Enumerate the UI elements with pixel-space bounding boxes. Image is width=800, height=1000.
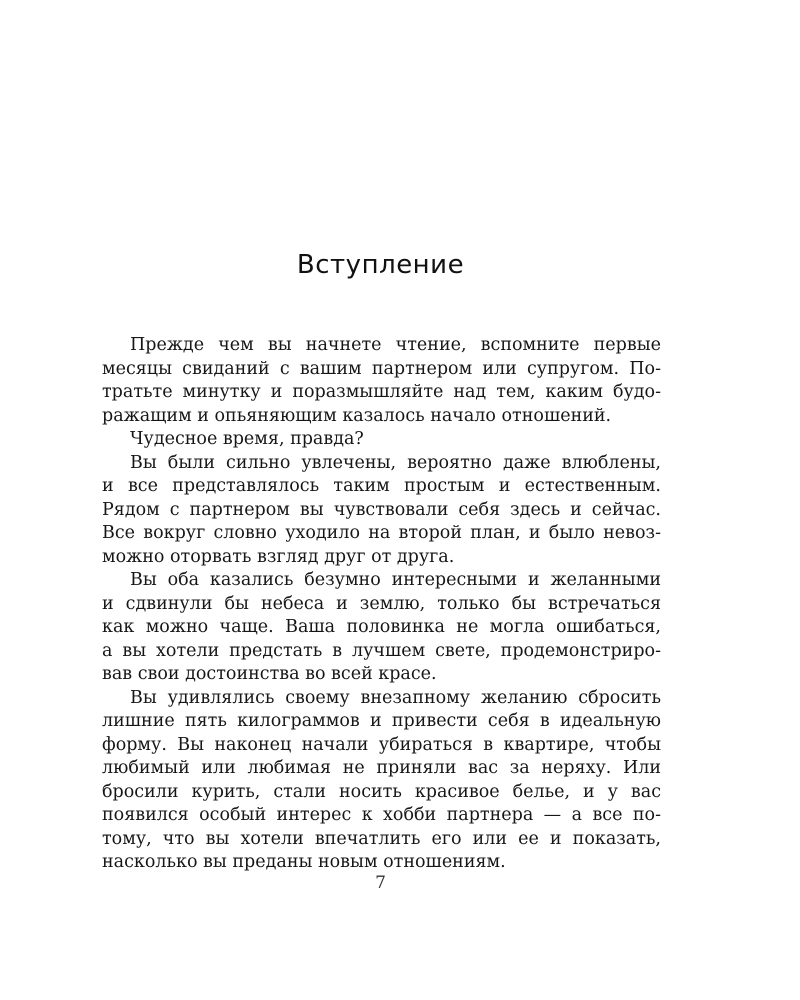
paragraph-line: тратьте минутку и поразмышляйте над тем, каким будо- bbox=[102, 382, 661, 402]
body-text bbox=[102, 334, 661, 875]
paragraph-line: бросили курить, стали носить красивое белье, и у вас bbox=[102, 781, 661, 802]
paragraph-line: как можно чаще. Ваша половинка не могла ошибаться, bbox=[102, 617, 661, 637]
page-number: 7 bbox=[375, 873, 386, 893]
paragraph-line: Прежде чем вы начнете чтение, вспомните первые bbox=[130, 335, 661, 355]
paragraph-line: а вы хотели предстать в лучшем свете, продемонстриро- bbox=[102, 640, 661, 661]
paragraph-line: Вы удивлялись своему внезапному желанию сбросить bbox=[130, 687, 661, 708]
paragraph-line: форму. Вы наконец начали убираться в квартире, чтобы bbox=[102, 734, 661, 755]
paragraph-line: Чудесное время, правда? bbox=[130, 429, 364, 449]
paragraph-line: ражащим и опьяняющим казалось начало отношений. bbox=[102, 405, 612, 426]
paragraph-line: вав свои достоинства во всей красе. bbox=[102, 664, 437, 684]
paragraph-line: насколько вы преданы новым отношениям. bbox=[102, 852, 506, 872]
paragraph-line: тому, что вы хотели впечатлить его или ее и показать, bbox=[102, 828, 661, 849]
paragraph-line: можно оторвать взгляд друг от друга. bbox=[102, 546, 455, 567]
paragraph-line: Вы были сильно увлечены, вероятно даже влюблены, bbox=[130, 452, 661, 473]
paragraph-line: Рядом с партнером вы чувствовали себя здесь и сейчас. bbox=[102, 499, 661, 520]
paragraph-line: Все вокруг словно уходило на второй план, и было невоз- bbox=[102, 523, 661, 543]
chapter-title: Вступление bbox=[296, 250, 465, 280]
paragraph-line: любимый или любимая не приняли вас за неряху. Или bbox=[102, 758, 661, 778]
paragraph-line: и все представлялось таким простым и естественным. bbox=[102, 476, 661, 496]
paragraph-line: Вы оба казались безумно интересными и желанными bbox=[130, 570, 661, 590]
paragraph-line: появился особый интерес к хобби партнера — а все по- bbox=[102, 805, 661, 825]
paragraph-line: лишние пять килограммов и привести себя в идеальную bbox=[102, 711, 661, 731]
paragraph-line: месяцы свиданий с вашим партнером или супругом. По- bbox=[102, 358, 661, 379]
paragraph-line: и сдвинули бы небеса и землю, только бы встречаться bbox=[102, 593, 661, 614]
